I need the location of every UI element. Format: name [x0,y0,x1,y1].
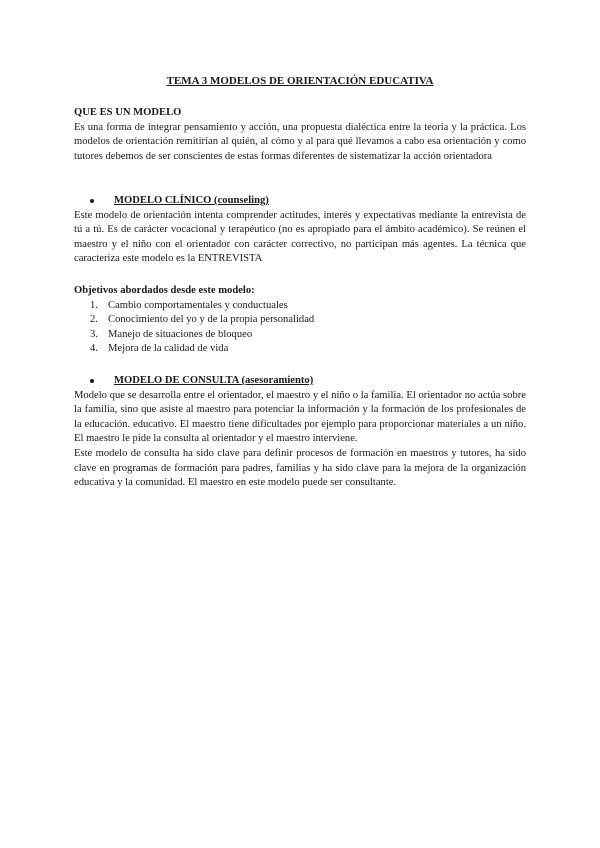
objectives-list [74,299,526,357]
list-item-number: 3. [90,328,98,340]
list-item-number: 4. [90,343,98,355]
clinical-heading [74,194,526,209]
list-item [74,313,526,328]
objectives-heading: Objetivos abordados desde este modelo: [74,285,255,296]
list-item-text: Mejora de la calidad de vida [108,343,229,355]
bullet-icon [90,199,94,203]
list-item-text: Manejo de situaciones de bloqueo [108,328,253,340]
clinical-body: Este modelo de orientación intenta comprender actitudes, interés y expectativas mediante la entrevista de tú a tú. Es de carácter vocacional y terapéutico (no es apropiado para el ámbito académico). Se reúnen el maestro y el niño con el orientador con carácter correctivo, no participan más agentes. La técnica que caracteriza este modelo es la ENTREVISTA [74,209,526,265]
intro-body: Es una forma de integrar pensamiento y acción, una propuesta dialéctica entre la teoria y la práctica. Los modelos de orientación remitirían al quién, al cómo y al para qué llevamos a cabo esa orientación y como tutores debemos de ser conscientes de estas formas diferentes de sistematizar la acción orientadora [74,121,526,162]
bullet-icon [90,379,94,383]
list-item [74,299,526,314]
objectives-section [74,284,526,357]
list-item-number: 1. [90,299,98,311]
list-item-text: Cambio comportamentales y conductuales [108,299,288,311]
clinical-heading-text: MODELO CLÍNICO (counseling) [114,195,269,206]
intro-section [74,106,526,164]
list-item-number: 2. [90,314,98,326]
list-item [74,328,526,343]
consult-body-1: Modelo que se desarrolla entre el orientador, el maestro y el niño o la familia. El orientador no actúa sobre la familia, sino que asiste al maestro para potenciar la información y la formación de los profesionales de la educación. educativo. El maestro tiene dificultades por ejemplo para proporcionar materiales a un niño. El maestro le pide la consulta al orientador y el maestro interviene. [74,389,526,445]
clinical-section [74,194,526,267]
intro-heading: QUE ES UN MODELO [74,107,182,118]
consult-heading-text: MODELO DE CONSULTA (asesoramiento) [114,375,314,386]
list-item-text: Conocimiento del yo y de la propia personalidad [108,314,315,326]
list-item [74,342,526,357]
consult-body-2: Este modelo de consulta ha sido clave para definir procesos de formación en maestros y tutores, ha sido clave en programas de formación para padres, familias y ha sido clave para la mejora de la organización educativa y la comunidad. El maestro en este modelo puede ser consultante. [74,447,526,489]
consult-heading [74,374,526,389]
consult-section [74,374,526,491]
document-title: TEMA 3 MODELOS DE ORIENTACIÓN EDUCATIVA [166,75,434,87]
